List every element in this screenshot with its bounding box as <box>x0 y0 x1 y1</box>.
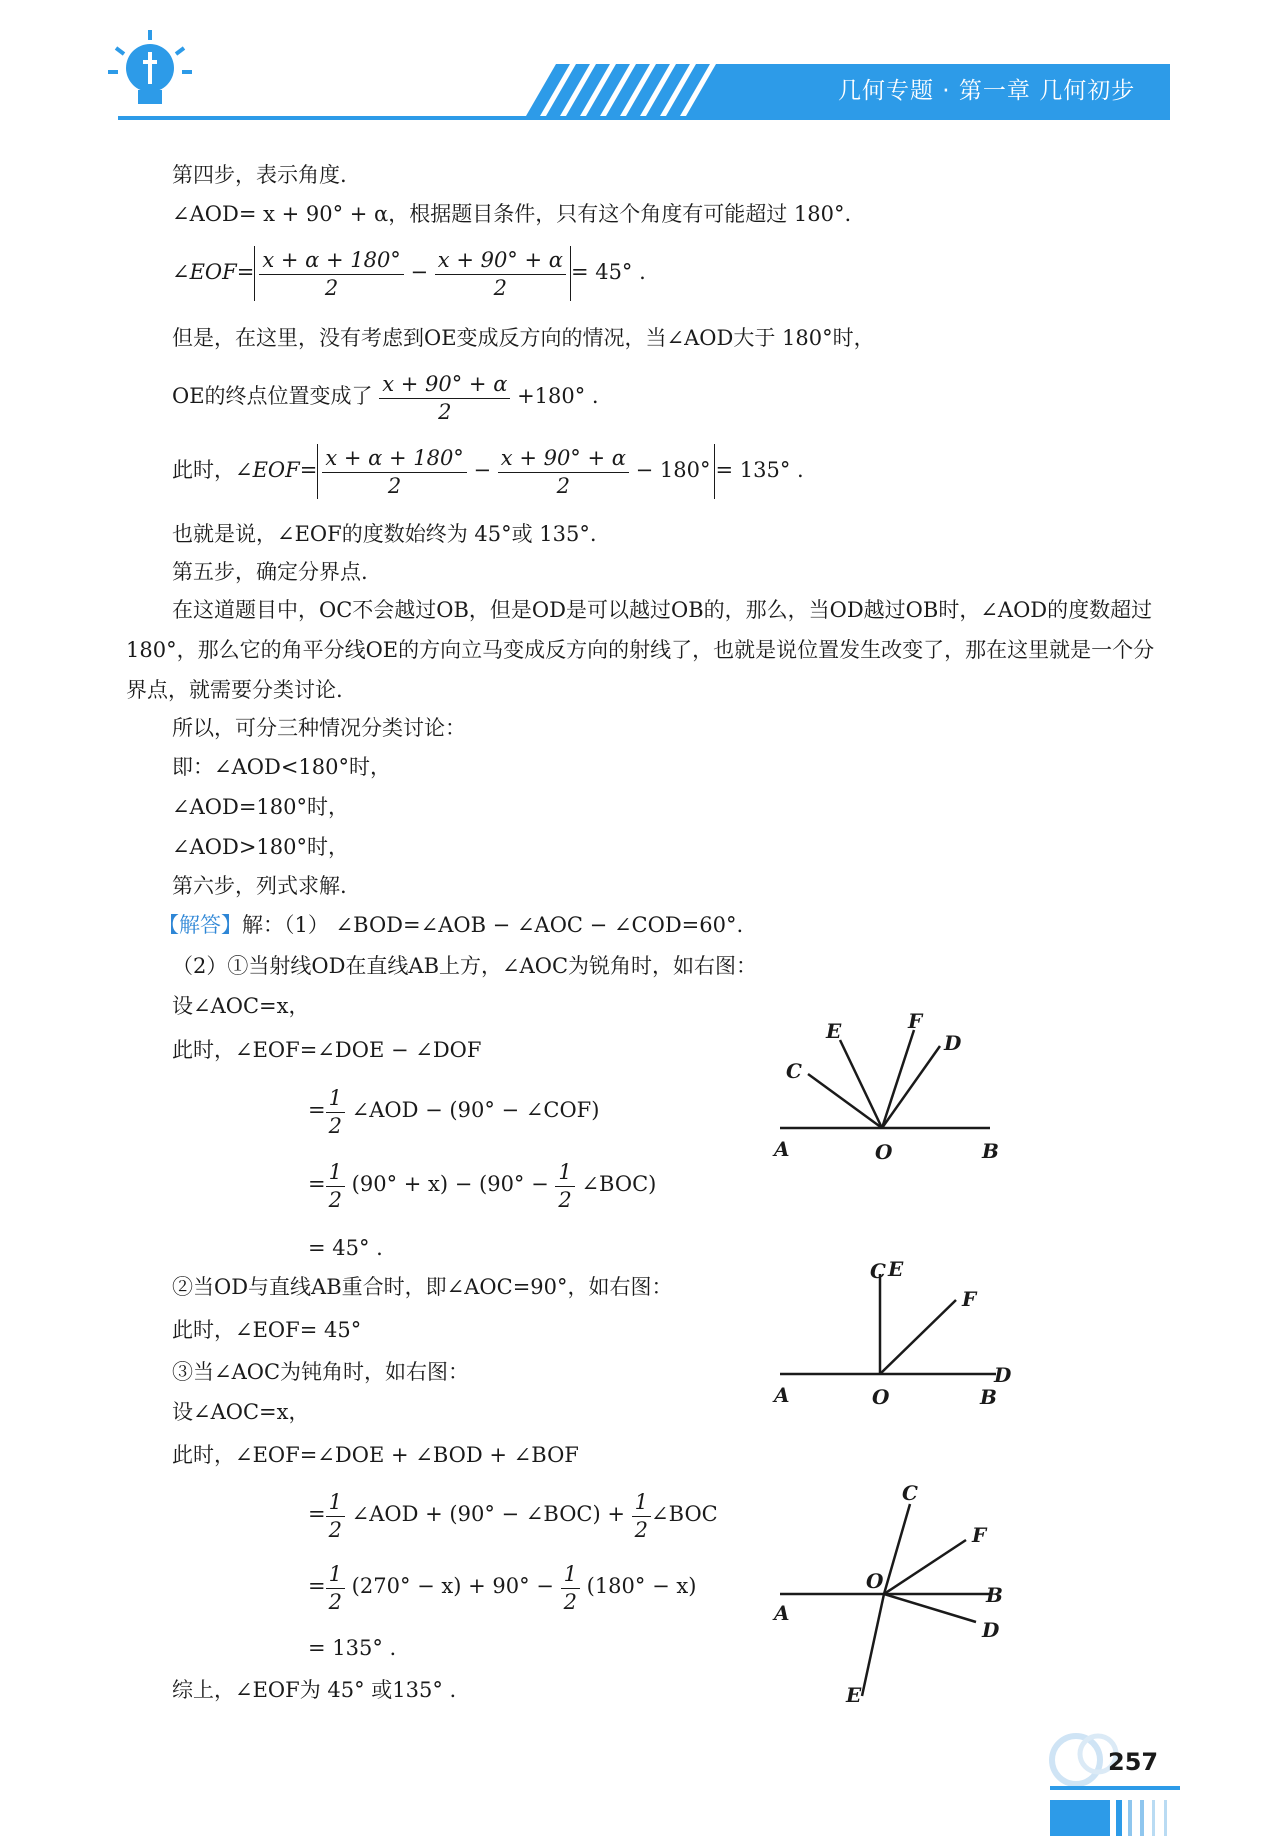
case3-eq0: 此时，∠EOF=∠DOE + ∠BOD + ∠BOF <box>172 1443 579 1467</box>
answer-part1: 【解答】解：（1） ∠BOD=∠AOB − ∠AOC − ∠COD=60°. <box>158 913 744 937</box>
case3-intro: ③当∠AOC为钝角时，如右图： <box>172 1360 470 1384</box>
case1-intro: （2）①当射线OD在直线AB上方，∠AOC为锐角时，如右图： <box>172 954 758 978</box>
case2-eq: 此时，∠EOF= 45° <box>172 1318 362 1342</box>
label-A: A <box>774 1601 790 1625</box>
fraction: $\frac{x + \alpha + 180^\circ}{2}$ <box>259 246 404 301</box>
figure-case2 <box>760 1250 1020 1410</box>
summary-45-135: 也就是说，∠EOF的度数始终为 45°或 135°. <box>172 522 597 546</box>
label-O: O <box>872 1385 890 1409</box>
fraction: $\frac{1}{2}$ <box>326 1488 345 1543</box>
label-O: O <box>875 1140 893 1164</box>
case1-eq1: = $\frac{1}{2}$ ∠AOD − (90° − ∠COF) <box>308 1086 600 1138</box>
label-F: F <box>972 1523 987 1547</box>
label-C: C <box>870 1259 886 1283</box>
case3-eq3: = 135° . <box>308 1636 397 1660</box>
label-A: A <box>774 1383 790 1407</box>
label-C: C <box>786 1059 802 1083</box>
page-header <box>0 0 1280 130</box>
figure-case3 <box>760 1480 1020 1710</box>
chapter-title: 几何专题 · 第一章 几何初步 <box>838 78 1136 104</box>
answer-tag: 【解答】 <box>158 913 242 937</box>
header-graphic <box>0 0 1280 130</box>
label-C: C <box>902 1481 918 1505</box>
page-number: 257 <box>1108 1748 1159 1776</box>
eof-formula-2: 此时，∠EOF= $\frac{x + \alpha + 180^\circ}{2}$ − $\frac{x + 90^\circ + \alpha}{2}$ − 180° = 135° . <box>172 446 804 498</box>
fraction: $\frac{1}{2}$ <box>326 1560 345 1615</box>
label-B: B <box>982 1139 999 1163</box>
case1-eq3: = 45° . <box>308 1236 383 1260</box>
fraction: $\frac{1}{2}$ <box>632 1488 651 1543</box>
case-greater: ∠AOD>180°时， <box>172 835 349 859</box>
label-D: D <box>994 1363 1012 1387</box>
case1-eq0: 此时，∠EOF=∠DOE − ∠DOF <box>172 1038 482 1062</box>
fraction: $\frac{x + 90^\circ + \alpha}{2}$ <box>498 444 629 499</box>
label-D: D <box>944 1031 962 1055</box>
label-E: E <box>846 1683 862 1707</box>
fraction: $\frac{1}{2}$ <box>561 1560 580 1615</box>
eof-lhs: ∠EOF= <box>172 260 255 284</box>
case3-set-x: 设∠AOC=x， <box>172 1400 310 1424</box>
step5-heading: 第五步，确定分界点. <box>172 560 368 584</box>
label-B: B <box>986 1583 1003 1607</box>
gear-icon <box>1052 1736 1100 1784</box>
fraction: $\frac{1}{2}$ <box>555 1158 574 1213</box>
label-E: E <box>888 1257 904 1281</box>
case1-eq2: = $\frac{1}{2}$ (90° + x) − (90° − $\frac{1}{2}$ ∠BOC) <box>308 1160 657 1212</box>
case1-set-x: 设∠AOC=x， <box>172 994 310 1018</box>
oe-end-formula: OE的终点位置变成了 $\frac{x + 90^\circ + \alpha}{2}$ +180° . <box>172 372 599 424</box>
label-A: A <box>774 1137 790 1161</box>
boundary-paragraph: 在这道题目中，OC不会越过OB，但是OD是可以越过OB的，那么，当OD越过OB时，∠AOD的度数超过 180°，那么它的角平分线OE的方向立马变成反方向的射线了，也就是说位置发生改变了，那在这里就是一个分界点，就需要分类讨论. <box>126 598 1155 702</box>
label-F: F <box>908 1009 923 1033</box>
conclusion: 综上，∠EOF为 45° 或135° . <box>172 1678 457 1702</box>
label-O: O <box>866 1569 884 1593</box>
case2-intro: ②当OD与直线AB重合时，即∠AOC=90°，如右图： <box>172 1275 673 1299</box>
case-equal: ∠AOD=180°时， <box>172 795 349 819</box>
label-B: B <box>980 1385 997 1409</box>
aod-expression: ∠AOD= x + 90° + α，根据题目条件，只有这个角度有可能超过 180°. <box>172 202 852 226</box>
case3-eq2: = $\frac{1}{2}$ (270° − x) + 90° − $\frac{1}{2}$ (180° − x) <box>308 1562 697 1614</box>
fraction: $\frac{x + 90^\circ + \alpha}{2}$ <box>435 246 566 301</box>
fraction: $\frac{x + 90^\circ + \alpha}{2}$ <box>379 370 510 425</box>
step4-heading: 第四步，表示角度. <box>172 163 347 187</box>
label-D: D <box>982 1618 1000 1642</box>
case-less-than: 即：∠AOD<180°时， <box>172 755 391 779</box>
fraction: $\frac{1}{2}$ <box>326 1084 345 1139</box>
step6-heading: 第六步，列式求解. <box>172 874 347 898</box>
fraction: $\frac{x + \alpha + 180^\circ}{2}$ <box>322 444 467 499</box>
footer-graphic <box>1040 1726 1190 1846</box>
three-cases: 所以，可分三种情况分类讨论： <box>172 716 466 740</box>
eof1-result: = 45° . <box>570 260 646 284</box>
label-F: F <box>962 1287 977 1311</box>
fraction: $\frac{1}{2}$ <box>326 1158 345 1213</box>
case3-eq1: = $\frac{1}{2}$ ∠AOD + (90° − ∠BOC) + $\frac{1}{2}$ ∠BOC <box>308 1490 718 1542</box>
abs-group: $\frac{x + \alpha + 180^\circ}{2}$ − $\frac{x + 90^\circ + \alpha}{2}$ <box>254 246 571 301</box>
label-E: E <box>826 1019 842 1043</box>
lightbulb-icon <box>108 30 192 104</box>
figure-case1 <box>760 1000 1020 1170</box>
abs-group: $\frac{x + \alpha + 180^\circ}{2}$ − $\frac{x + 90^\circ + \alpha}{2}$ − 180° <box>317 444 715 499</box>
reverse-note: 但是，在这里，没有考虑到OE变成反方向的情况，当∠AOD大于 180°时， <box>172 326 875 350</box>
eof-formula-1 <box>172 246 646 301</box>
